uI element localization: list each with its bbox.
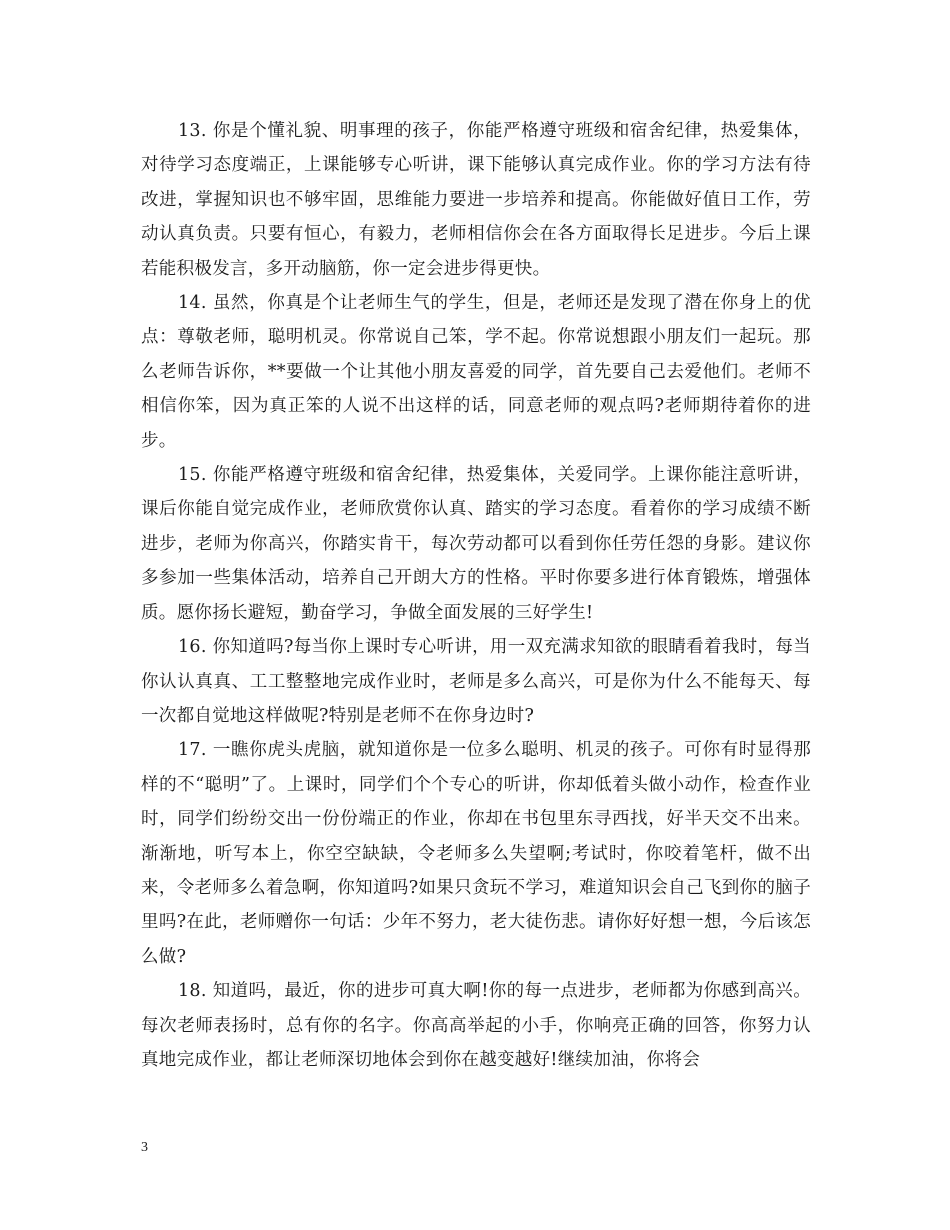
- paragraph-18: 18. 知道吗，最近，你的进步可真大啊!你的每一点进步，老师都为你感到高兴。每次老师表扬时，总有你的名字。你高高举起的小手，你响亮正确的回答，你努力认真地完成作业，都让老师深切地体会到你在越变越好!继续加油，你将会: [141, 981, 811, 1070]
- document-body: [141, 114, 811, 1077]
- paragraph-16: 16. 你知道吗?每当你上课时专心听讲，用一双充满求知欲的眼睛看着我时，每当你认认真真、工工整整地完成作业时，老师是多么高兴，可是你为什么不能每天、每一次都自觉地这样做呢?特别是老师不在你身边时?: [141, 637, 811, 726]
- paragraph-13: 13. 你是个懂礼貌、明事理的孩子，你能严格遵守班级和宿舍纪律，热爱集体，对待学习态度端正，上课能够专心听讲，课下能够认真完成作业。你的学习方法有待改进，掌握知识也不够牢固，思维能力要进一步培养和提高。你能做好值日工作，劳动认真负责。只要有恒心，有毅力，老师相信你会在各方面取得长足进步。今后上课若能积极发言，多开动脑筋，你一定会进步得更快。: [141, 121, 811, 279]
- paragraph-15: 15. 你能严格遵守班级和宿舍纪律，热爱集体，关爱同学。上课你能注意听讲，课后你能自觉完成作业，老师欣赏你认真、踏实的学习态度。看着你的学习成绩不断进步，老师为你高兴，你踏实肯干，每次劳动都可以看到你任劳任怨的身影。建议你多参加一些集体活动，培养自己开朗大方的性格。平时你要多进行体育锻炼，增强体质。愿你扬长避短，勤奋学习，争做全面发展的三好学生!: [141, 465, 811, 623]
- page-number: 3: [141, 1140, 148, 1155]
- paragraph-14: 14. 虽然，你真是个让老师生气的学生，但是，老师还是发现了潜在你身上的优点：尊敬老师，聪明机灵。你常说自己笨，学不起。你常说想跟小朋友们一起玩。那么老师告诉你，**要做一个让其他小朋友喜爱的同学，首先要自己去爱他们。老师不相信你笨，因为真正笨的人说不出这样的话，同意老师的观点吗?老师期待着你的进步。: [141, 293, 811, 451]
- paragraph-17: 17. 一瞧你虎头虎脑，就知道你是一位多么聪明、机灵的孩子。可你有时显得那样的不“聪明”了。上课时，同学们个个专心的听讲，你却低着头做小动作，检查作业时，同学们纷纷交出一份份端正的作业，你却在书包里东寻西找，好半天交不出来。渐渐地，听写本上，你空空缺缺，令老师多么失望啊;考试时，你咬着笔杆，做不出来，令老师多么着急啊，你知道吗?如果只贪玩不学习，难道知识会自己飞到你的脑子里吗?在此，老师赠你一句话：少年不努力，老大徒伤悲。请你好好想一想，今后该怎么做?: [141, 740, 811, 967]
